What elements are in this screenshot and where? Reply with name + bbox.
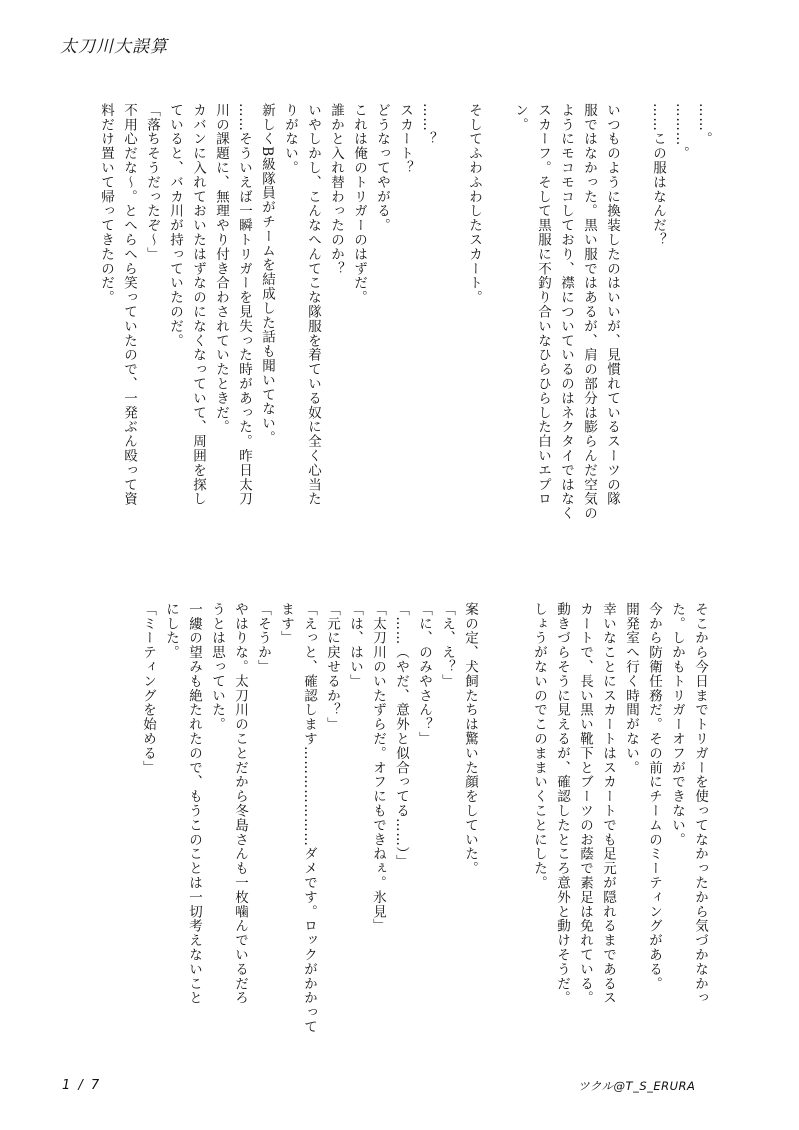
text-line: 「ミーティングを始める」 bbox=[140, 602, 156, 775]
story-text-upper-block bbox=[94, 103, 715, 563]
text-line: カートで、長い黒い靴下とブーツのお蔭で素足は免れている。 bbox=[577, 602, 593, 1006]
text-line: これは俺のトリガーのはずだ。 bbox=[351, 103, 367, 305]
text-line: そこから今日までトリガーを使ってなかったから気づかなかっ bbox=[692, 602, 708, 1006]
page-header-title: 太刀川大誤算 bbox=[60, 37, 168, 57]
text-line: 案の定、犬飼たちは驚いた顔をしていた。 bbox=[462, 602, 478, 876]
author-credit: ツクル@T_S_ERURA bbox=[578, 1079, 696, 1093]
story-text-lower-block bbox=[136, 602, 711, 1062]
text-line: そしてふわふわしたスカート。 bbox=[466, 103, 482, 305]
text-line: りがない。 bbox=[282, 103, 298, 175]
text-line: スカート？ bbox=[397, 103, 413, 175]
text-line: 一縷の望みも絶たれたので、もうこのことは一切考えないこと bbox=[186, 602, 202, 1006]
text-line: にした。 bbox=[163, 602, 179, 660]
text-line: やはりな。太刀川のことだから冬島さんも一枚噛んでいるだろ bbox=[232, 602, 248, 1006]
text-line: どうなってやがる。 bbox=[374, 103, 390, 233]
text-line: 開発室へ行く時間がない。 bbox=[623, 602, 639, 775]
text-line: 「太刀川のいたずらだ。オフにもできねぇ。氷見」 bbox=[370, 602, 386, 934]
text-line: 「……（やだ、意外と似合ってる……）」 bbox=[393, 602, 409, 869]
text-line: スカーフ。そして黒服に不釣り合いなひらひらした白いエプロ bbox=[535, 103, 551, 507]
text-line: 誰かと入れ替わったのか？ bbox=[328, 103, 344, 276]
text-line: 「に、のみやさん？」 bbox=[416, 602, 432, 746]
text-line: 「えっと、確認します…………………ダメです。ロックがかかって bbox=[301, 602, 317, 1034]
text-line: ……そういえば一瞬トリガーを見失った時があった。昨日太刀 bbox=[236, 103, 252, 507]
text-line: 幸いなことにスカートはスカートでも足元が隠れるまであるス bbox=[600, 602, 616, 1006]
text-line: ……？ bbox=[420, 103, 436, 147]
text-line: ……この服はなんだ？ bbox=[650, 103, 666, 247]
text-line: 不用心だな〜。とへらへら笑っていたので、一発ぶん殴って資 bbox=[121, 103, 137, 507]
text-line: 「元に戻せるか？」 bbox=[324, 602, 340, 732]
page-number: 1 / 7 bbox=[62, 1078, 102, 1093]
text-line: カバンに入れておいたはずなのになくなっていて、周囲を探し bbox=[190, 103, 206, 507]
text-line: ン。 bbox=[512, 103, 528, 132]
text-line: いやしかし、こんなへんてこな隊服を着ている奴に全く心当た bbox=[305, 103, 321, 507]
text-line: 料だけ置いて帰ってきたのだ。 bbox=[98, 103, 114, 305]
text-line: た。しかもトリガーオフができない。 bbox=[669, 602, 685, 847]
text-line: ていると、バカ川が持っていたのだ。 bbox=[167, 103, 183, 348]
text-line: 服ではなかった。黒い服ではあるが、肩の部分は膨らんだ空気の bbox=[581, 103, 597, 521]
text-line: 動きづらそうに見えるが、確認したところ意外と動けそうだ。 bbox=[554, 602, 570, 1006]
text-line: 新しくB級隊員がチームを結成した話も聞いてない。 bbox=[259, 103, 275, 446]
text-line: ようにモコモコしており、襟についているのはネクタイではなく bbox=[558, 103, 574, 521]
text-line: 「は、はい」 bbox=[347, 602, 363, 689]
text-line: いつものように換装したのはいいが、見慣れているスーツの隊 bbox=[604, 103, 620, 507]
text-line: しょうがないのでこのままいくことにした。 bbox=[531, 602, 547, 890]
text-line: ……。 bbox=[696, 103, 712, 147]
text-line: ます」 bbox=[278, 602, 294, 646]
text-line: うとは思っていた。 bbox=[209, 602, 225, 732]
text-line: 川の課題に、無理やり付き合わされていたときだ。 bbox=[213, 103, 229, 435]
text-line: ………。 bbox=[673, 103, 689, 161]
text-line: 「落ちそうだったぞ〜」 bbox=[144, 103, 160, 262]
text-line: 「え、え？」 bbox=[439, 602, 455, 689]
text-line: 今から防衛任務だ。その前にチームのミーティングがある。 bbox=[646, 602, 662, 991]
text-line: 「そうか」 bbox=[255, 602, 271, 674]
